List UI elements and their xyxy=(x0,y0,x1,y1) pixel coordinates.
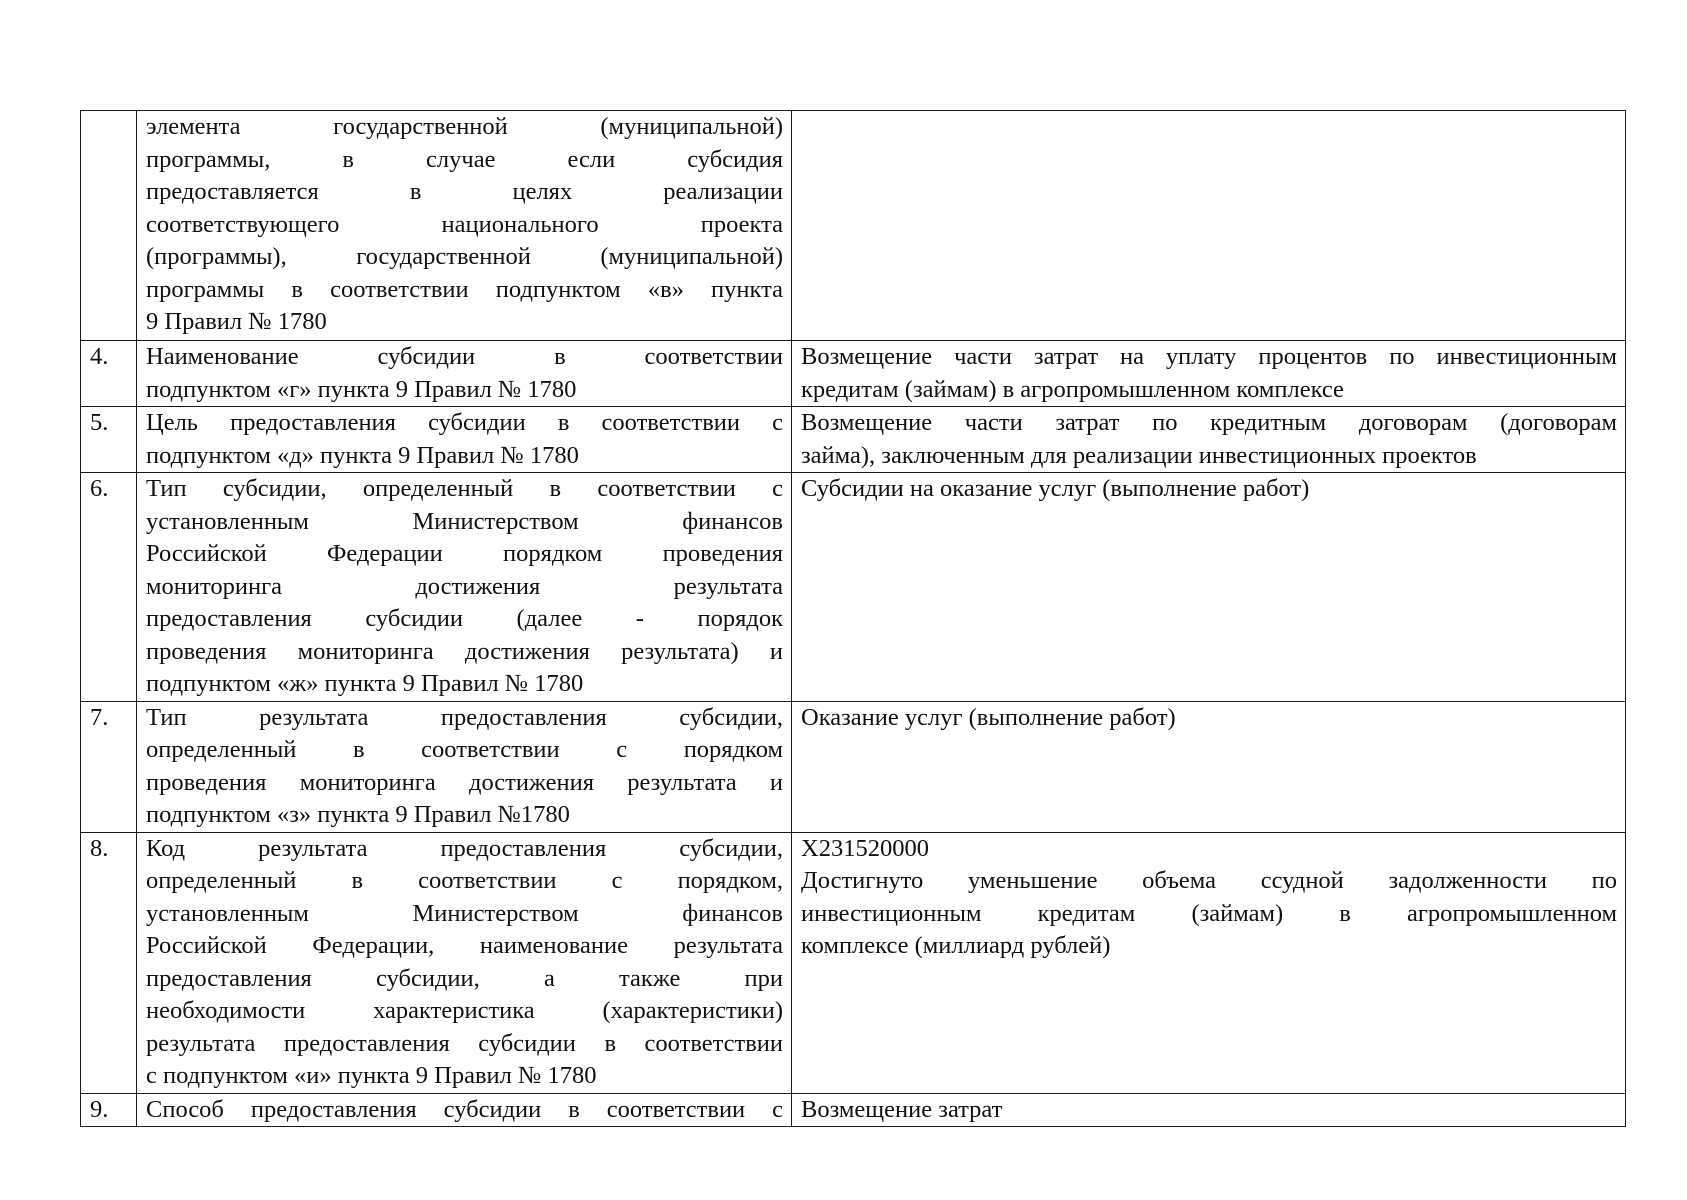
name-line: необходимости характеристика (характеристики) xyxy=(146,997,783,1024)
value-line: инвестиционным кредитам (займам) в агропромышленном xyxy=(801,899,1617,927)
row-number: 7. xyxy=(81,701,137,832)
name-line: предоставляется в целях реализации xyxy=(146,178,783,205)
name-line: определенный в соответствии с порядком xyxy=(146,736,783,763)
parameter-name xyxy=(137,1093,792,1127)
parameter-name xyxy=(137,473,792,702)
value-line: займа), заключенным для реализации инвестиционных проектов xyxy=(801,441,1477,469)
value-line: кредитам (займам) в агропромышленном комплексе xyxy=(801,375,1344,403)
parameter-value xyxy=(792,832,1626,1093)
name-line: 9 Правил № 1780 xyxy=(146,308,327,335)
parameter-name xyxy=(137,832,792,1093)
name-line: подпунктом «д» пункта 9 Правил № 1780 xyxy=(146,441,579,469)
value-line: Возмещение затрат xyxy=(801,1095,1003,1123)
name-line: определенный в соответствии с порядком, xyxy=(146,867,783,894)
parameter-value xyxy=(792,407,1626,473)
value-line: Возмещение части затрат по кредитным договорам (договорам xyxy=(801,409,1617,436)
parameter-value xyxy=(792,341,1626,407)
value-line: комплексе (миллиард рублей) xyxy=(801,932,1111,959)
name-line: соответствующего национального проекта xyxy=(146,210,783,238)
name-line: Код результата предоставления субсидии, xyxy=(146,834,783,862)
parameter-name xyxy=(137,407,792,473)
name-line: Цель предоставления субсидии в соответствии с xyxy=(146,409,783,436)
name-line: установленным Министерством финансов xyxy=(146,899,783,927)
value-line: Оказание услуг (выполнение работ) xyxy=(801,703,1176,731)
row-number: 5. xyxy=(81,407,137,473)
name-line: мониторинга достижения результата xyxy=(146,572,783,600)
parameter-value xyxy=(792,473,1626,702)
value-line: Достигнуто уменьшение объема ссудной задолженности по xyxy=(801,867,1617,894)
parameter-name xyxy=(137,701,792,832)
result-code: Х231520000 xyxy=(801,834,929,862)
table-row xyxy=(81,407,1626,473)
name-line: Российской Федерации порядком проведения xyxy=(146,540,783,567)
table-row xyxy=(81,111,1626,341)
table-row xyxy=(81,473,1626,702)
table-row xyxy=(81,832,1626,1093)
row-number: 8. xyxy=(81,832,137,1093)
table-row xyxy=(81,1093,1626,1127)
name-line: Тип результата предоставления субсидии, xyxy=(146,703,783,731)
value-line: Возмещение части затрат на уплату процентов по инвестиционным xyxy=(801,343,1617,370)
name-line: программы в соответствии подпунктом «в» пункта xyxy=(146,275,783,303)
parameter-value xyxy=(792,1093,1626,1127)
name-line: Наименование субсидии в соответствии xyxy=(146,343,783,370)
name-line: подпунктом «ж» пункта 9 Правил № 1780 xyxy=(146,670,584,697)
name-line: результата предоставления субсидии в соответствии xyxy=(146,1029,783,1057)
name-line: проведения мониторинга достижения результата) и xyxy=(146,637,783,665)
name-line: Способ предоставления субсидии в соответствии с xyxy=(146,1095,783,1123)
row-number: 6. xyxy=(81,473,137,702)
parameter-value xyxy=(792,701,1626,832)
name-line: с подпунктом «и» пункта 9 Правил № 1780 xyxy=(146,1062,597,1089)
name-line: элемента государственной (муниципальной) xyxy=(146,113,783,140)
name-line: программы, в случае если субсидия xyxy=(146,145,783,173)
name-line: проведения мониторинга достижения результата и xyxy=(146,768,783,796)
table-row xyxy=(81,701,1626,832)
parameter-name xyxy=(137,111,792,341)
value-line: Субсидии на оказание услуг (выполнение работ) xyxy=(801,475,1310,502)
name-line: подпунктом «г» пункта 9 Правил № 1780 xyxy=(146,375,577,403)
parameter-name xyxy=(137,341,792,407)
row-number: 4. xyxy=(81,341,137,407)
name-line: предоставления субсидии (далее - порядок xyxy=(146,605,783,632)
name-line: (программы), государственной (муниципальной) xyxy=(146,243,783,270)
name-line: предоставления субсидии, а также при xyxy=(146,964,783,992)
name-line: подпунктом «з» пункта 9 Правил №1780 xyxy=(146,801,570,828)
row-number: 9. xyxy=(81,1093,137,1127)
table-row xyxy=(81,341,1626,407)
name-line: установленным Министерством финансов xyxy=(146,507,783,535)
subsidy-parameters-table xyxy=(80,110,1626,1127)
name-line: Тип субсидии, определенный в соответствии с xyxy=(146,475,783,502)
parameter-value xyxy=(792,111,1626,341)
name-line: Российской Федерации, наименование результата xyxy=(146,932,783,959)
row-number xyxy=(81,111,137,341)
